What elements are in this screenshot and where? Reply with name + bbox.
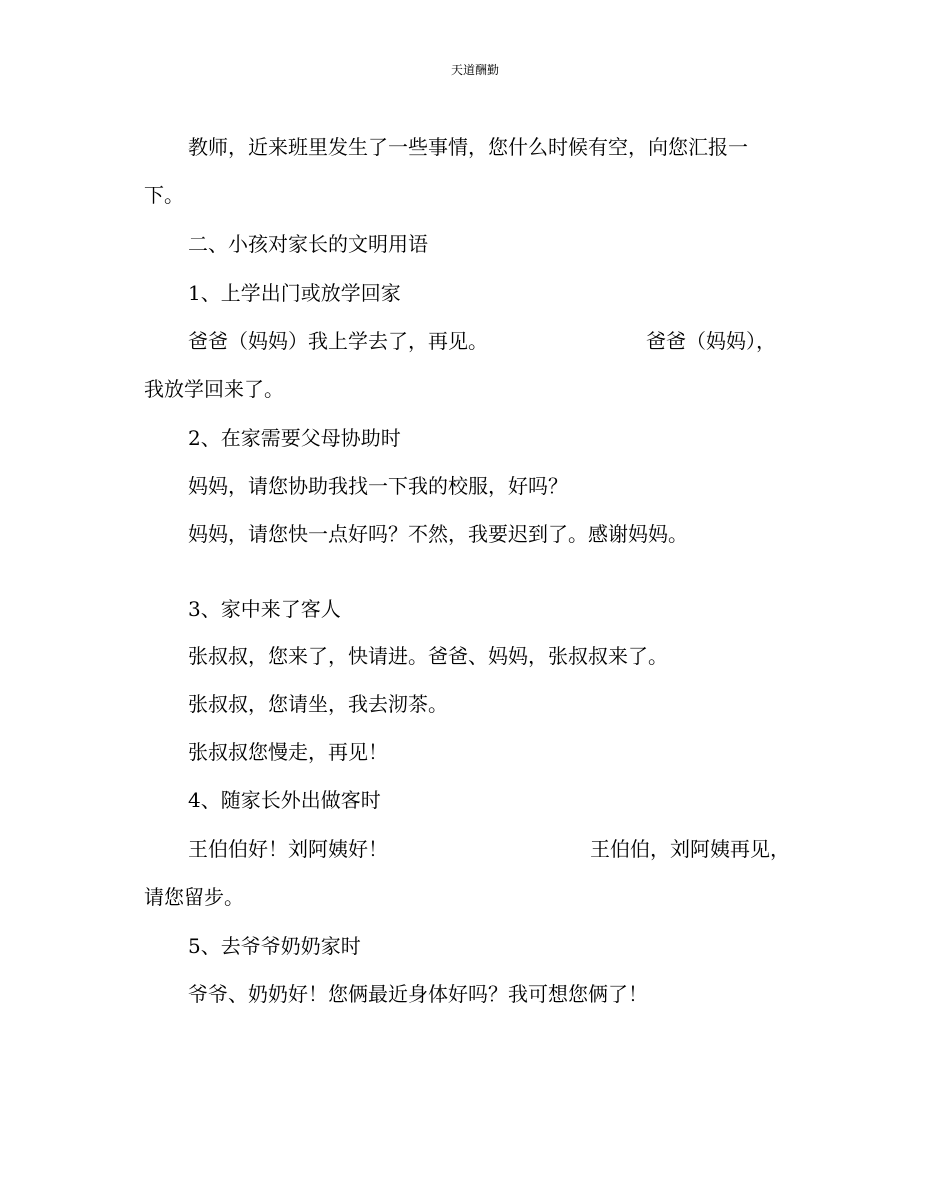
subsection-heading: 2、在家需要父母协助时 [188, 426, 401, 450]
page-header: 天道酬勤 [450, 63, 499, 77]
section-heading: 二、小孩对家长的文明用语 [188, 232, 428, 256]
paragraph-line: 妈妈，请您协助我找一下我的校服，好吗？ [188, 474, 568, 498]
paragraph-line: 爸爸（妈妈）， [646, 329, 776, 353]
subsection-heading: 5、去爷爷奶奶家时 [188, 934, 361, 958]
paragraph-line: 下。 [144, 183, 184, 207]
subsection-heading: 1、上学出门或放学回家 [188, 281, 401, 305]
paragraph-line: 张叔叔，您请坐，我去沏茶。 [188, 692, 448, 716]
paragraph-line: 张叔叔，您来了，快请进。爸爸、妈妈，张叔叔来了。 [188, 644, 668, 668]
paragraph-line: 教师，近来班里发生了一些事情，您什么时候有空，向您汇报一 [188, 135, 748, 159]
paragraph-line: 爷爷、奶奶好！您俩最近身体好吗？我可想您俩了！ [188, 982, 648, 1006]
paragraph-line: 爸爸（妈妈）我上学去了，再见。 [188, 329, 488, 353]
paragraph-line: 妈妈，请您快一点好吗？不然，我要迟到了。感谢妈妈。 [188, 522, 688, 546]
subsection-heading: 3、家中来了客人 [188, 597, 341, 621]
paragraph-line: 我放学回来了。 [144, 377, 284, 401]
paragraph-line: 张叔叔您慢走，再见！ [188, 740, 388, 764]
paragraph-line: 王伯伯好！刘阿姨好！ [188, 837, 388, 861]
subsection-heading: 4、随家长外出做客时 [188, 788, 381, 812]
paragraph-line: 请您留步。 [144, 885, 244, 909]
paragraph-line: 王伯伯，刘阿姨再见， [590, 837, 790, 861]
